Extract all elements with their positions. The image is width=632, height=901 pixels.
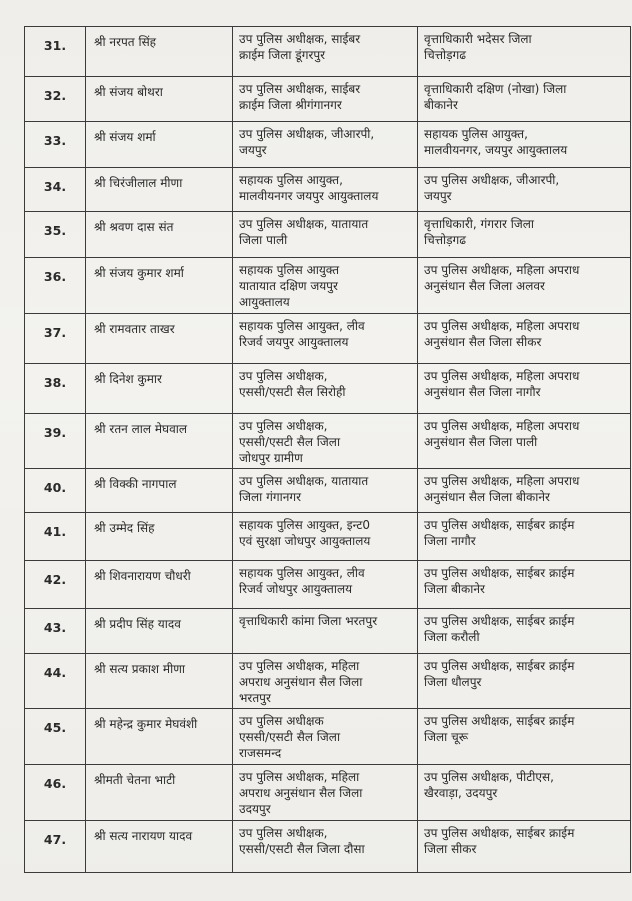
table-row bbox=[25, 709, 631, 765]
serial-number-cell bbox=[25, 821, 86, 873]
officer-name-cell-text: श्री सत्य प्रकाश मीणा bbox=[94, 662, 185, 676]
serial-number-cell-text: 40. bbox=[43, 480, 67, 495]
current-posting-cell bbox=[233, 709, 418, 765]
serial-number-cell-text: 47. bbox=[43, 832, 67, 847]
new-posting-cell-text: उप पुलिस अधीक्षक, महिला अपराध अनुसंधान सैल जिला अलवर bbox=[424, 263, 580, 293]
current-posting-cell bbox=[233, 765, 418, 821]
serial-number-cell bbox=[25, 469, 86, 513]
new-posting-cell-text: सहायक पुलिस आयुक्त, मालवीयनगर, जयपुर आयुक्तालय bbox=[424, 127, 568, 157]
officer-name-cell bbox=[86, 77, 233, 122]
current-posting-cell bbox=[233, 414, 418, 469]
officer-name-cell-text: श्री संजय बोथरा bbox=[94, 85, 163, 99]
new-posting-cell bbox=[418, 258, 631, 314]
officer-name-cell-text: श्री रामवतार ताखर bbox=[94, 322, 175, 336]
table-row bbox=[25, 168, 631, 212]
new-posting-cell bbox=[418, 77, 631, 122]
current-posting-cell bbox=[233, 168, 418, 212]
transfer-table bbox=[24, 26, 631, 873]
current-posting-cell bbox=[233, 561, 418, 609]
current-posting-cell bbox=[233, 27, 418, 77]
current-posting-cell-text: सहायक पुलिस आयुक्त यातायात दक्षिण जयपुर आयुक्तालय bbox=[239, 263, 340, 309]
serial-number-cell-text: 34. bbox=[43, 179, 67, 194]
current-posting-cell-text: उप पुलिस अधीक्षक, यातायात जिला गंगानगर bbox=[239, 474, 369, 504]
officer-name-cell bbox=[86, 513, 233, 561]
new-posting-cell bbox=[418, 513, 631, 561]
table-row bbox=[25, 27, 631, 77]
table-row bbox=[25, 414, 631, 469]
current-posting-cell bbox=[233, 609, 418, 654]
new-posting-cell bbox=[418, 469, 631, 513]
table-row bbox=[25, 212, 631, 258]
new-posting-cell-text: उप पुलिस अधीक्षक, साईबर क्राईम जिला बीकानेर bbox=[424, 566, 575, 596]
officer-name-cell bbox=[86, 609, 233, 654]
current-posting-cell-text: उप पुलिस अधीक्षक, एससी/एसटी सैल सिरोही bbox=[239, 369, 346, 399]
new-posting-cell bbox=[418, 765, 631, 821]
new-posting-cell bbox=[418, 654, 631, 709]
current-posting-cell-text: उप पुलिस अधीक्षक, महिला अपराध अनुसंधान सैल जिला उदयपुर bbox=[239, 770, 363, 816]
officer-name-cell-text: श्री सत्य नारायण यादव bbox=[94, 829, 193, 843]
current-posting-cell bbox=[233, 258, 418, 314]
current-posting-cell bbox=[233, 314, 418, 364]
officer-name-cell bbox=[86, 709, 233, 765]
current-posting-cell-text: वृत्ताधिकारी कांमा जिला भरतपुर bbox=[239, 614, 378, 628]
officer-name-cell-text: श्री महेन्द्र कुमार मेघवंशी bbox=[94, 717, 198, 731]
serial-number-cell-text: 39. bbox=[43, 425, 67, 440]
new-posting-cell-text: उप पुलिस अधीक्षक, जीआरपी, जयपुर bbox=[424, 173, 560, 203]
new-posting-cell bbox=[418, 609, 631, 654]
table-row bbox=[25, 469, 631, 513]
officer-name-cell-text: श्री चिरंजीलाल मीणा bbox=[94, 176, 183, 190]
current-posting-cell-text: सहायक पुलिस आयुक्त, लीव रिजर्व जोधपुर आयुक्तालय bbox=[239, 566, 365, 596]
officer-name-cell bbox=[86, 469, 233, 513]
current-posting-cell-text: उप पुलिस अधीक्षक, जीआरपी, जयपुर bbox=[239, 127, 375, 157]
new-posting-cell bbox=[418, 168, 631, 212]
serial-number-cell-text: 43. bbox=[43, 620, 67, 635]
serial-number-cell-text: 44. bbox=[43, 665, 67, 680]
serial-number-cell-text: 41. bbox=[43, 524, 67, 539]
serial-number-cell bbox=[25, 709, 86, 765]
current-posting-cell-text: उप पुलिस अधीक्षक, एससी/एसटी सैल जिला जोधपुर ग्रामीण bbox=[239, 419, 341, 465]
officer-name-cell-text: श्री विक्की नागपाल bbox=[94, 477, 177, 491]
serial-number-cell-text: 31. bbox=[43, 38, 67, 53]
new-posting-cell-text: उप पुलिस अधीक्षक, महिला अपराध अनुसंधान सैल जिला नागौर bbox=[424, 369, 580, 399]
new-posting-cell bbox=[418, 414, 631, 469]
transfer-table-body bbox=[25, 27, 631, 873]
new-posting-cell bbox=[418, 212, 631, 258]
officer-name-cell-text: श्री रतन लाल मेघवाल bbox=[94, 422, 188, 436]
new-posting-cell-text: उप पुलिस अधीक्षक, साईबर क्राईम जिला सीकर bbox=[424, 826, 575, 856]
officer-name-cell bbox=[86, 654, 233, 709]
new-posting-cell-text: उप पुलिस अधीक्षक, साईबर क्राईम जिला करौली bbox=[424, 614, 575, 644]
serial-number-cell bbox=[25, 609, 86, 654]
serial-number-cell bbox=[25, 258, 86, 314]
current-posting-cell-text: सहायक पुलिस आयुक्त, मालवीयनगर जयपुर आयुक्तालय bbox=[239, 173, 379, 203]
table-row bbox=[25, 77, 631, 122]
officer-name-cell bbox=[86, 414, 233, 469]
serial-number-cell bbox=[25, 27, 86, 77]
serial-number-cell bbox=[25, 414, 86, 469]
new-posting-cell-text: वृत्ताधिकारी भदेसर जिला चित्तोड़गढ bbox=[424, 32, 532, 62]
new-posting-cell-text: वृत्ताधिकारी दक्षिण (नोखा) जिला बीकानेर bbox=[424, 82, 567, 112]
table-row bbox=[25, 258, 631, 314]
new-posting-cell bbox=[418, 709, 631, 765]
serial-number-cell-text: 45. bbox=[43, 720, 67, 735]
current-posting-cell bbox=[233, 513, 418, 561]
serial-number-cell-text: 32. bbox=[43, 88, 67, 103]
serial-number-cell bbox=[25, 364, 86, 414]
table-row bbox=[25, 513, 631, 561]
table-row bbox=[25, 364, 631, 414]
officer-name-cell-text: श्रीमती चेतना भाटी bbox=[94, 773, 176, 787]
officer-name-cell-text: श्री संजय कुमार शर्मा bbox=[94, 266, 184, 280]
serial-number-cell bbox=[25, 168, 86, 212]
current-posting-cell bbox=[233, 821, 418, 873]
current-posting-cell-text: उप पुलिस अधीक्षक, महिला अपराध अनुसंधान सैल जिला भरतपुर bbox=[239, 659, 363, 705]
table-row bbox=[25, 609, 631, 654]
current-posting-cell bbox=[233, 654, 418, 709]
officer-name-cell bbox=[86, 122, 233, 168]
new-posting-cell bbox=[418, 364, 631, 414]
new-posting-cell-text: उप पुलिस अधीक्षक, महिला अपराध अनुसंधान सैल जिला सीकर bbox=[424, 319, 580, 349]
serial-number-cell bbox=[25, 561, 86, 609]
serial-number-cell-text: 38. bbox=[43, 375, 67, 390]
officer-name-cell bbox=[86, 168, 233, 212]
serial-number-cell-text: 42. bbox=[43, 572, 67, 587]
serial-number-cell bbox=[25, 314, 86, 364]
officer-name-cell bbox=[86, 212, 233, 258]
serial-number-cell-text: 33. bbox=[43, 133, 67, 148]
table-row bbox=[25, 765, 631, 821]
current-posting-cell-text: उप पुलिस अधीक्षक एससी/एसटी सैल जिला राजसमन्द bbox=[239, 714, 341, 760]
serial-number-cell-text: 46. bbox=[43, 776, 67, 791]
officer-name-cell-text: श्री श्रवण दास संत bbox=[94, 220, 174, 234]
serial-number-cell-text: 36. bbox=[43, 269, 67, 284]
new-posting-cell bbox=[418, 27, 631, 77]
table-row bbox=[25, 122, 631, 168]
serial-number-cell bbox=[25, 122, 86, 168]
current-posting-cell bbox=[233, 469, 418, 513]
new-posting-cell-text: उप पुलिस अधीक्षक, पीटीएस, खैरवाड़ा, उदयपुर bbox=[424, 770, 554, 800]
new-posting-cell-text: उप पुलिस अधीक्षक, महिला अपराध अनुसंधान सैल जिला पाली bbox=[424, 419, 580, 449]
current-posting-cell-text: उप पुलिस अधीक्षक, साईबर क्राईम जिला श्रीगंगानगर bbox=[239, 82, 361, 112]
current-posting-cell bbox=[233, 122, 418, 168]
serial-number-cell bbox=[25, 654, 86, 709]
current-posting-cell-text: उप पुलिस अधीक्षक, यातायात जिला पाली bbox=[239, 217, 369, 247]
new-posting-cell bbox=[418, 821, 631, 873]
officer-name-cell-text: श्री शिवनारायण चौधरी bbox=[94, 569, 191, 583]
officer-name-cell-text: श्री संजय शर्मा bbox=[94, 130, 156, 144]
officer-name-cell-text: श्री दिनेश कुमार bbox=[94, 372, 162, 386]
new-posting-cell bbox=[418, 122, 631, 168]
officer-name-cell bbox=[86, 821, 233, 873]
serial-number-cell-text: 35. bbox=[43, 223, 67, 238]
new-posting-cell-text: उप पुलिस अधीक्षक, साईबर क्राईम जिला चूरू bbox=[424, 714, 575, 744]
table-row bbox=[25, 561, 631, 609]
officer-name-cell bbox=[86, 364, 233, 414]
officer-name-cell bbox=[86, 27, 233, 77]
officer-name-cell bbox=[86, 258, 233, 314]
current-posting-cell-text: सहायक पुलिस आयुक्त, लीव रिजर्व जयपुर आयुक्तालय bbox=[239, 319, 365, 349]
new-posting-cell-text: उप पुलिस अधीक्षक, साईबर क्राईम जिला धौलपुर bbox=[424, 659, 575, 689]
serial-number-cell bbox=[25, 513, 86, 561]
officer-name-cell bbox=[86, 314, 233, 364]
current-posting-cell bbox=[233, 212, 418, 258]
officer-name-cell bbox=[86, 561, 233, 609]
serial-number-cell bbox=[25, 212, 86, 258]
serial-number-cell bbox=[25, 765, 86, 821]
table-row bbox=[25, 654, 631, 709]
table-row bbox=[25, 821, 631, 873]
new-posting-cell-text: वृत्ताधिकारी, गंगरार जिला चित्तोड़गढ bbox=[424, 217, 535, 247]
serial-number-cell-text: 37. bbox=[43, 325, 67, 340]
officer-name-cell-text: श्री नरपत सिंह bbox=[94, 35, 157, 49]
new-posting-cell bbox=[418, 314, 631, 364]
current-posting-cell-text: उप पुलिस अधीक्षक, साईबर क्राईम जिला डूंगरपुर bbox=[239, 32, 361, 62]
new-posting-cell bbox=[418, 561, 631, 609]
officer-name-cell-text: श्री उम्मेद सिंह bbox=[94, 521, 155, 535]
new-posting-cell-text: उप पुलिस अधीक्षक, महिला अपराध अनुसंधान सैल जिला बीकानेर bbox=[424, 474, 580, 504]
current-posting-cell-text: सहायक पुलिस आयुक्त, इन्ट0 एवं सुरक्षा जोधपुर आयुक्तालय bbox=[239, 518, 371, 548]
new-posting-cell-text: उप पुलिस अधीक्षक, साईबर क्राईम जिला नागौर bbox=[424, 518, 575, 548]
current-posting-cell-text: उप पुलिस अधीक्षक, एससी/एसटी सैल जिला दौसा bbox=[239, 826, 365, 856]
officer-name-cell bbox=[86, 765, 233, 821]
current-posting-cell bbox=[233, 364, 418, 414]
table-row bbox=[25, 314, 631, 364]
serial-number-cell bbox=[25, 77, 86, 122]
current-posting-cell bbox=[233, 77, 418, 122]
officer-name-cell-text: श्री प्रदीप सिंह यादव bbox=[94, 617, 181, 631]
